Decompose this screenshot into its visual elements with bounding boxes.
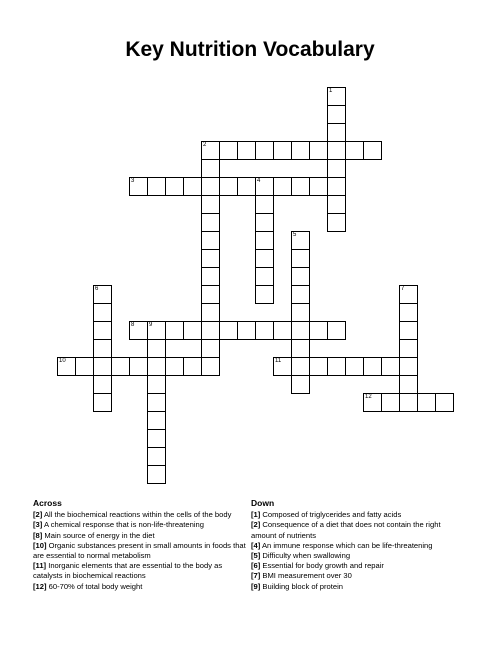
clue-number: [4] <box>251 540 261 550</box>
crossword-cell[interactable] <box>93 321 112 340</box>
across-clue <box>33 582 248 592</box>
crossword-cell[interactable] <box>147 447 166 466</box>
crossword-cell[interactable] <box>201 159 220 178</box>
clue-number: [11] <box>33 561 47 571</box>
crossword-cell[interactable] <box>327 159 346 178</box>
crossword-cell[interactable] <box>147 411 166 430</box>
crossword-cell[interactable] <box>255 267 274 286</box>
crossword-cell[interactable] <box>291 249 310 268</box>
crossword-cell[interactable] <box>147 429 166 448</box>
across-clue <box>33 520 248 530</box>
cell-number: 12 <box>365 394 372 400</box>
crossword-cell[interactable] <box>327 213 346 232</box>
crossword-cell[interactable] <box>147 321 166 340</box>
crossword-cell[interactable] <box>201 195 220 214</box>
crossword-cell[interactable] <box>309 141 328 160</box>
crossword-cell[interactable] <box>291 321 310 340</box>
crossword-cell[interactable] <box>417 393 436 412</box>
clue-text: Building block of protein <box>260 581 344 591</box>
crossword-cell[interactable] <box>345 141 364 160</box>
crossword-cell[interactable] <box>201 303 220 322</box>
crossword-cell[interactable] <box>219 141 238 160</box>
down-clue <box>251 561 466 571</box>
crossword-cell[interactable] <box>255 285 274 304</box>
crossword-cell[interactable] <box>201 177 220 196</box>
clue-text: Inorganic elements that are essential to the body as catalysts in biochemical reactions <box>33 561 223 581</box>
clue-text: Main source of energy in the diet <box>42 530 155 540</box>
crossword-cell[interactable] <box>183 321 202 340</box>
page-title: Key Nutrition Vocabulary <box>125 38 375 61</box>
clue-number: [8] <box>33 530 43 540</box>
crossword-cell[interactable] <box>309 321 328 340</box>
crossword-cell[interactable] <box>255 213 274 232</box>
crossword-cell[interactable] <box>255 195 274 214</box>
crossword-cell[interactable] <box>291 339 310 358</box>
crossword-cell[interactable] <box>255 249 274 268</box>
clue-text: Essential for body growth and repair <box>260 561 384 571</box>
crossword-cell[interactable] <box>363 141 382 160</box>
across-clue <box>33 561 248 581</box>
crossword-cell[interactable] <box>147 393 166 412</box>
crossword-cell[interactable] <box>93 303 112 322</box>
crossword-cell[interactable] <box>201 267 220 286</box>
crossword-cell[interactable] <box>201 231 220 250</box>
crossword-cell[interactable] <box>237 141 256 160</box>
crossword-cell[interactable] <box>183 177 202 196</box>
clue-number: [6] <box>251 561 261 571</box>
clue-number: [2] <box>33 510 43 520</box>
clue-text: BMI measurement over 30 <box>260 571 352 581</box>
crossword-cell[interactable] <box>273 177 292 196</box>
crossword-cell[interactable] <box>93 375 112 394</box>
crossword-cell[interactable] <box>201 141 220 160</box>
crossword-cell[interactable] <box>327 177 346 196</box>
crossword-cell[interactable] <box>399 393 418 412</box>
crossword-cell[interactable] <box>291 285 310 304</box>
clue-number: [5] <box>251 551 261 561</box>
crossword-cell[interactable] <box>273 357 292 376</box>
clue-number: [7] <box>251 571 261 581</box>
crossword-cell[interactable] <box>165 357 184 376</box>
down-clue <box>251 582 466 592</box>
crossword-cell[interactable] <box>201 357 220 376</box>
down-clue <box>251 510 466 520</box>
clue-text: An immune response which can be life-threatening <box>260 540 433 550</box>
crossword-cell[interactable] <box>201 321 220 340</box>
crossword-cell[interactable] <box>183 357 202 376</box>
crossword-cell[interactable] <box>219 321 238 340</box>
cell-number: 10 <box>59 358 66 364</box>
clue-number: [1] <box>251 510 261 520</box>
crossword-cell[interactable] <box>165 177 184 196</box>
crossword-cell[interactable] <box>291 303 310 322</box>
crossword-cell[interactable] <box>381 357 400 376</box>
cell-number: 6 <box>95 286 99 292</box>
clue-text: Composed of triglycerides and fatty acids <box>260 510 402 520</box>
crossword-cell[interactable] <box>111 357 130 376</box>
crossword-cell[interactable] <box>273 141 292 160</box>
clue-number: [9] <box>251 581 261 591</box>
crossword-cell[interactable] <box>255 177 274 196</box>
crossword-cell[interactable] <box>327 141 346 160</box>
crossword-cell[interactable] <box>291 177 310 196</box>
crossword-cell[interactable] <box>57 357 76 376</box>
across-clue <box>33 531 248 541</box>
down-clue <box>251 551 466 561</box>
crossword-cell[interactable] <box>201 249 220 268</box>
down-clue <box>251 520 466 540</box>
crossword-cell[interactable] <box>93 393 112 412</box>
crossword-cell[interactable] <box>327 123 346 142</box>
down-clues <box>251 498 466 592</box>
crossword-cell[interactable] <box>291 357 310 376</box>
crossword-cell[interactable] <box>93 285 112 304</box>
clue-text: Difficulty when swallowing <box>260 551 351 561</box>
crossword-cell[interactable] <box>291 141 310 160</box>
clue-text: All the biochemical reactions within the cells of the body <box>42 510 232 520</box>
crossword-cell[interactable] <box>399 375 418 394</box>
crossword-cell[interactable] <box>381 393 400 412</box>
cell-number: 9 <box>149 322 153 328</box>
crossword-cell[interactable] <box>147 465 166 484</box>
down-clue <box>251 571 466 581</box>
across-clue <box>33 541 248 561</box>
crossword-cell[interactable] <box>309 357 328 376</box>
crossword-cell[interactable] <box>147 177 166 196</box>
crossword-cell[interactable] <box>399 285 418 304</box>
crossword-cell[interactable] <box>75 357 94 376</box>
crossword-cell[interactable] <box>147 339 166 358</box>
crossword-cell[interactable] <box>309 177 328 196</box>
cell-number: 3 <box>131 178 135 184</box>
crossword-cell[interactable] <box>255 321 274 340</box>
crossword-cell[interactable] <box>237 177 256 196</box>
crossword-cell[interactable] <box>129 321 148 340</box>
crossword-cell[interactable] <box>201 285 220 304</box>
crossword-cell[interactable] <box>237 321 256 340</box>
crossword-cell[interactable] <box>327 357 346 376</box>
cell-number: 1 <box>329 88 333 94</box>
crossword-cell[interactable] <box>255 141 274 160</box>
across-heading: Across <box>33 498 62 508</box>
across-clue <box>33 510 248 520</box>
crossword-cell[interactable] <box>327 321 346 340</box>
cell-number: 8 <box>131 322 135 328</box>
crossword-cell[interactable] <box>201 213 220 232</box>
crossword-cell[interactable] <box>273 321 292 340</box>
down-clue <box>251 541 466 551</box>
cell-number: 2 <box>203 142 207 148</box>
cell-number: 7 <box>401 286 405 292</box>
clue-number: [3] <box>33 520 43 530</box>
crossword-cell[interactable] <box>327 87 346 106</box>
crossword-cell[interactable] <box>201 339 220 358</box>
cell-number: 11 <box>275 358 282 364</box>
crossword-cell[interactable] <box>147 375 166 394</box>
down-heading: Down <box>251 498 275 508</box>
cell-number: 5 <box>293 232 297 238</box>
crossword-cell[interactable] <box>327 105 346 124</box>
crossword-cell[interactable] <box>327 195 346 214</box>
crossword-cell[interactable] <box>291 231 310 250</box>
across-clues <box>33 498 248 592</box>
crossword-cell[interactable] <box>93 339 112 358</box>
clue-text: Organic substances present in small amounts in foods that are essential to normal metabolism <box>33 540 246 561</box>
crossword-cell[interactable] <box>255 231 274 250</box>
crossword-cell[interactable] <box>399 321 418 340</box>
clue-number: [12] <box>33 581 47 591</box>
clue-text: 60-70% of total body weight <box>46 581 143 591</box>
crossword-cell[interactable] <box>129 177 148 196</box>
crossword-cell[interactable] <box>165 321 184 340</box>
crossword-cell[interactable] <box>399 357 418 376</box>
crossword-cell[interactable] <box>93 357 112 376</box>
crossword-cell[interactable] <box>147 357 166 376</box>
crossword-cell[interactable] <box>291 375 310 394</box>
cell-number: 4 <box>257 178 261 184</box>
crossword-cell[interactable] <box>399 303 418 322</box>
crossword-cell[interactable] <box>363 393 382 412</box>
crossword-cell[interactable] <box>345 357 364 376</box>
crossword-cell[interactable] <box>129 357 148 376</box>
crossword-cell[interactable] <box>399 339 418 358</box>
clue-text: A chemical response that is non-life-threatening <box>42 520 204 530</box>
crossword-cell[interactable] <box>363 357 382 376</box>
crossword-cell[interactable] <box>435 393 454 412</box>
clue-number: [10] <box>33 540 47 550</box>
crossword-cell[interactable] <box>219 177 238 196</box>
clue-number: [2] <box>251 520 261 530</box>
crossword-cell[interactable] <box>291 267 310 286</box>
clue-text: Consequence of a diet that does not contain the right amount of nutrients <box>251 520 441 540</box>
